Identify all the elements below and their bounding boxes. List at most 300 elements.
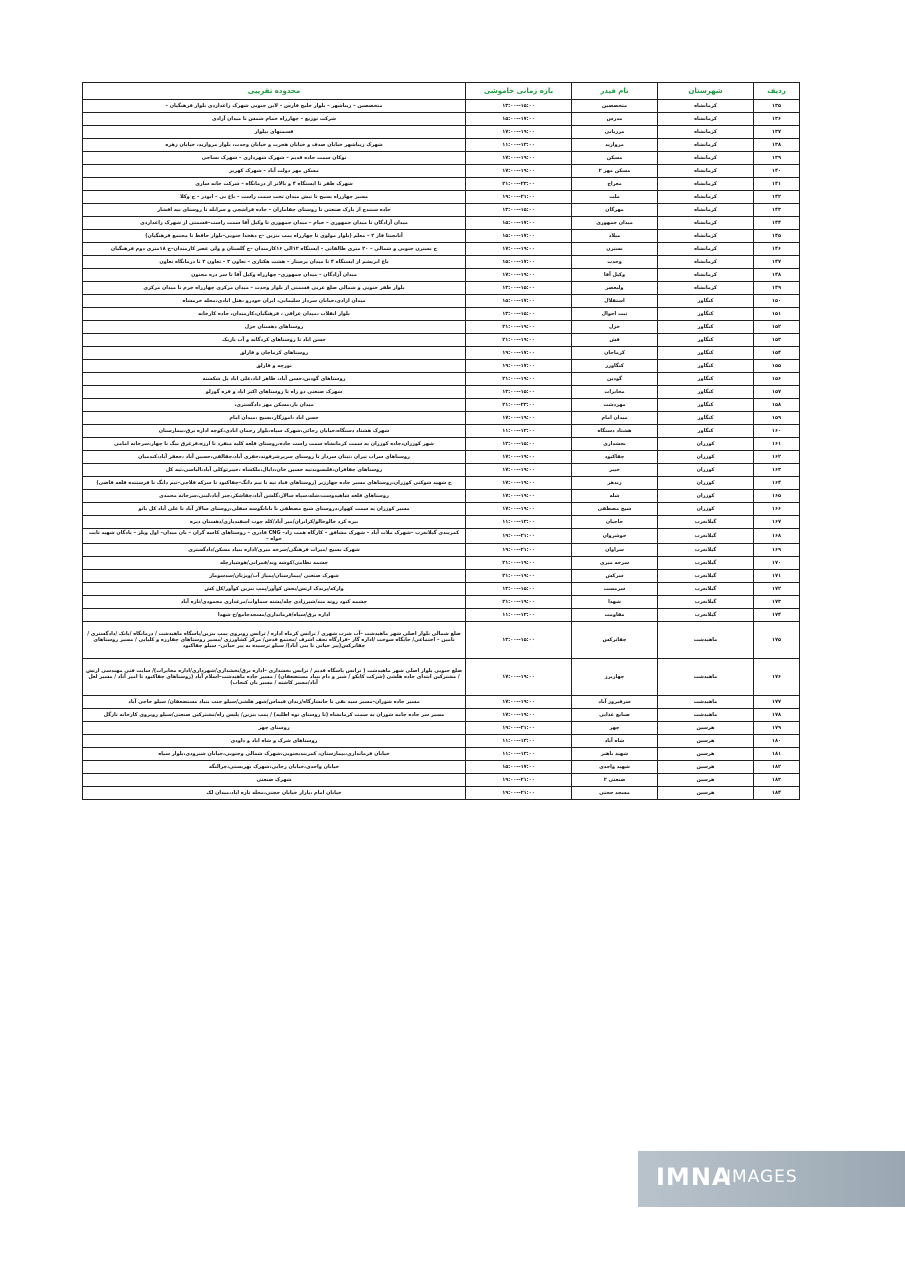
cell-city: کنگاور [658,347,754,360]
cell-feeder: گودین [572,373,658,386]
cell-time: ۱۳:۰۰--۱۱:۰۰ [466,516,572,529]
cell-area: شهرک بسیج /میرات فرهنگی/سرخه میری/اداره بنیاد مسکن/دادگستری [83,544,466,557]
cell-row-number: ۱۴۳ [754,204,800,217]
table-row [83,596,800,609]
cell-feeder: شهدا [572,596,658,609]
cell-row-number: ۱۴۹ [754,282,800,295]
cell-feeder: کرماجان [572,347,658,360]
cell-row-number: ۱۳۶ [754,113,800,126]
cell-time: ۱۹:۰۰--۱۷:۰۰ [466,412,572,425]
cell-feeder: میدان جمهوری [572,217,658,230]
cell-row-number: ۱۶۸ [754,529,800,544]
cell-area: شهر کوزران،جاده کوزران به سمت کرمانشاه سمت راست جاده،روستای قلعه کلیه منفرد تا ارزه،قرغرق بیگ تا چهار،سرخانه امامی [83,438,466,451]
cell-feeder: زندهر [572,477,658,490]
cell-row-number: ۱۸۲ [754,761,800,774]
table-row [83,243,800,256]
cell-feeder: شهید واحدی [572,761,658,774]
cell-time: ۱۹:۰۰--۲۱:۰۰ [466,373,572,386]
cell-row-number: ۱۴۵ [754,230,800,243]
cell-time: ۱۹:۰۰--۱۷:۰۰ [466,243,572,256]
cell-area: خ شهید شوکتی کوزران،روستاهای مسیر جاده چهارزبر (روستاهای قباد تپه تا نیم دانگ–چقاکبود تا سرکه قلاچی–تیم دانگ تا فرستنده قلعه قاضی) [83,477,466,490]
cell-city: هرسین [658,787,754,800]
table-row [83,282,800,295]
cell-area: ضلع شمالی بلوار اصلی شهر ماهیدشت –آب شرب شهری / ترانس کرماه اداره / ترانس روبروی پمپ بنزین/پاسگاه ماهیدشت / درمانگاه /بانک /دادگستری /تامین – اجتماعی/ جایگاه سوخت /اداره گاز –قرارگاه نجف اشرف /مجتمع قدس/ مرکز کشاورزی /مسیر روستاهای چقارزه و کلیایی / مسیر روستاهای چقاترکس(پیر حیاتی تا ینی آباد)/ سیلو نرسیده به پیر حیاتی– سیلو چقاکبود [83,622,466,659]
table-row [83,295,800,308]
table-row [83,178,800,191]
table-row [83,191,800,204]
cell-row-number: ۱۸۰ [754,735,800,748]
table-row [83,217,800,230]
cell-row-number: ۱۶۰ [754,425,800,438]
header-time: بازه زمانی خاموشی [466,83,572,100]
cell-time: ۱۹:۰۰--۱۷:۰۰ [466,503,572,516]
cell-time: ۱۹:۰۰--۲۱:۰۰ [466,596,572,609]
cell-city: کوزران [658,451,754,464]
cell-feeder: میدان امام [572,412,658,425]
header-area: محدوده تقریبی [83,83,466,100]
cell-feeder: استقلال [572,295,658,308]
cell-feeder: فش [572,334,658,347]
cell-feeder: چقاترکس [572,622,658,659]
cell-area: قسمتهای بیلوار [83,126,466,139]
cell-time: ۱۹:۰۰--۱۷:۰۰ [466,696,572,709]
cell-area: چشمه کبود روته مند/شیرزادی چله/پشته سماوات/مرغداری محمودی/تازه آباد [83,596,466,609]
cell-time: ۱۵:۰۰--۱۳:۰۰ [466,438,572,451]
cell-row-number: ۱۷۳ [754,596,800,609]
cell-feeder: شله [572,490,658,503]
table-row [83,659,800,696]
cell-city: کوزران [658,477,754,490]
cell-feeder: ملت [572,191,658,204]
table-row [83,113,800,126]
table-row [83,529,800,544]
cell-area: مسیر کوزران به سمت کهوار،دروستای شیخ مصطفی تا بابانگوسه سفلی،روستای سالار آباد تا علی آباد کل بانو [83,503,466,516]
cell-row-number: ۱۵۵ [754,360,800,373]
cell-city: کوزران [658,490,754,503]
cell-row-number: ۱۶۳ [754,464,800,477]
table-row [83,622,800,659]
cell-area: جاده سنندج از پارک صنعتی تا روستای چقاماران – جاده فراشچی و سرابله تا روستای نیه افشار [83,204,466,217]
cell-city: هرسین [658,761,754,774]
cell-city: هرسین [658,735,754,748]
cell-city: کوزران [658,503,754,516]
cell-time: ۱۳:۰۰--۱۱:۰۰ [466,748,572,761]
cell-row-number: ۱۵۰ [754,295,800,308]
cell-row-number: ۱۶۵ [754,490,800,503]
cell-time: ۱۳:۰۰--۱۱:۰۰ [466,609,572,622]
cell-feeder: سرفیروز آباد [572,696,658,709]
cell-city: کنگاور [658,386,754,399]
table-row [83,386,800,399]
cell-city: ماهیدشت [658,659,754,696]
cell-row-number: ۱۷۴ [754,609,800,622]
watermark-images-label: IMAGES [726,1167,798,1187]
cell-feeder: خیبر [572,464,658,477]
cell-row-number: ۱۷۶ [754,659,800,696]
table-row [83,490,800,503]
cell-city: ماهیدشت [658,696,754,709]
cell-time: ۱۹:۰۰--۱۷:۰۰ [466,126,572,139]
cell-area: باغ ابریشم از ایستگاه ۴ تا میدان پرستار – هشت هکتاری – تعاون ۳ – تعاون ۲ تا درمانگاه تعاون [83,256,466,269]
cell-feeder: مسکن مهر ۲ [572,165,658,178]
cell-feeder: ثبت احوال [572,308,658,321]
cell-area: نورچه و قارلق [83,360,466,373]
cell-row-number: ۱۳۸ [754,139,800,152]
cell-time: ۱۹:۰۰--۱۷:۰۰ [466,152,572,165]
cell-feeder: معراج [572,178,658,191]
cell-feeder: مسکن [572,152,658,165]
cell-time: ۱۵:۰۰--۱۳:۰۰ [466,386,572,399]
table-row [83,347,800,360]
cell-feeder: متخصصین [572,100,658,113]
cell-time: ۱۹:۰۰--۱۷:۰۰ [466,464,572,477]
cell-time: ۱۵:۰۰--۱۳:۰۰ [466,100,572,113]
table-row [83,609,800,622]
cell-area: خ نسترن جنوبی و شمالی – ۲۰ متری طالقانی – ایستگاه ۱۲الی ۱۶کارمندان –خ گلستان و ولی عصر کارمندان–خ ۱۸متری دوم فرهنگیان [83,243,466,256]
cell-area: چشمه نظامی/کوشه وند/قمرانی/هوشیارچله [83,557,466,570]
cell-row-number: ۱۵۳ [754,334,800,347]
table-row [83,256,800,269]
cell-city: کرمانشاه [658,113,754,126]
cell-row-number: ۱۶۲ [754,451,800,464]
cell-row-number: ۱۶۴ [754,477,800,490]
cell-row-number: ۱۳۷ [754,126,800,139]
table-body [83,100,800,800]
cell-row-number: ۱۸۴ [754,787,800,800]
cell-feeder: نسترن [572,243,658,256]
cell-time: ۱۹:۰۰--۱۷:۰۰ [466,709,572,722]
cell-area: خیابان امام ،بازار خیابان حجتی،محله تازه اباد،میدان لک [83,787,466,800]
cell-feeder: مهردشت [572,399,658,412]
cell-feeder: صنعتی ۲ [572,774,658,787]
cell-area: روستای چهر [83,722,466,735]
table-row [83,477,800,490]
table-row [83,360,800,373]
table-row [83,165,800,178]
cell-city: هرسین [658,748,754,761]
cell-row-number: ۱۸۳ [754,774,800,787]
table-row [83,787,800,800]
cell-city: هرسین [658,722,754,735]
cell-area: بلوار ظفر جنوبی و شمالی ضلع غربی قسمتی از بلوار وحدت – میدان مرکزی چهارراه خرم تا میدان مرکزی [83,282,466,295]
outage-schedule-sheet [82,82,799,800]
cell-time: ۱۷:۰۰--۱۵:۰۰ [466,113,572,126]
cell-city: کرمانشاه [658,178,754,191]
table-row [83,722,800,735]
table-row [83,373,800,386]
cell-time: ۱۵:۰۰--۱۳:۰۰ [466,308,572,321]
table-row [83,334,800,347]
cell-area: نوکان سمت جاده قدیم – شهرک شهرداری – شهرک نساجی [83,152,466,165]
table-row [83,735,800,748]
cell-time: ۱۷:۰۰--۱۵:۰۰ [466,256,572,269]
table-row [83,152,800,165]
table-row [83,774,800,787]
header-city: شهرستان [658,83,754,100]
cell-time: ۱۷:۰۰--۱۵:۰۰ [466,295,572,308]
cell-row-number: ۱۴۷ [754,256,800,269]
header-row [83,83,800,100]
cell-time: ۱۹:۰۰--۲۱:۰۰ [466,321,572,334]
cell-feeder: وحدت [572,256,658,269]
cell-time: ۲۱:۰۰--۱۹:۰۰ [466,191,572,204]
cell-city: کرمانشاه [658,100,754,113]
cell-feeder: شیخ مصطفی [572,503,658,516]
cell-time: ۱۳:۰۰--۱۱:۰۰ [466,735,572,748]
cell-area: شرکت توزیع – چهارراه حمام شمس تا میدان آزادی [83,113,466,126]
cell-feeder: مقاومت [572,609,658,622]
cell-feeder: سراوان [572,544,658,557]
cell-time: ۲۳:۰۰--۲۱:۰۰ [466,178,572,191]
cell-area: روستاهای کرماجان و قارلق [83,347,466,360]
header-feeder: نام فیدر [572,83,658,100]
cell-area: اداره برق/سپاه/فرمانداری/مسجدجامع/خ شهدا [83,609,466,622]
header-row-number: ردیف [754,83,800,100]
cell-area: شهرک هشتاد دستگاه،خیابان رجائی،شهرک سپاه،بلوار رحمان ابادی،کوچه اداره برق،بیمارستان [83,425,466,438]
cell-time: ۱۹:۰۰--۲۱:۰۰ [466,570,572,583]
cell-time: ۱۹:۰۰--۱۷:۰۰ [466,451,572,464]
cell-time: ۱۹:۰۰--۲۱:۰۰ [466,334,572,347]
cell-row-number: ۱۴۰ [754,165,800,178]
cell-area: متخصصین – زیباشهر – بلوار خلیج فارس – لاین جنوبی شهرک زاغداردی بلوار فرهنگیان – [83,100,466,113]
cell-row-number: ۱۵۷ [754,386,800,399]
table-row [83,438,800,451]
cell-time: ۱۵:۰۰--۱۳:۰۰ [466,204,572,217]
cell-area: روستاهای قلعه شاهیدوست،شله،سپاه سالار،گلشن آباد،چقاشکر،جبر آباد،لبنی،سرخانه محمدی [83,490,466,503]
cell-city: کرمانشاه [658,204,754,217]
cell-row-number: ۱۶۷ [754,516,800,529]
cell-feeder: هشتاد دستگاه [572,425,658,438]
table-row [83,308,800,321]
cell-city: کنگاور [658,399,754,412]
table-row [83,230,800,243]
cell-feeder: چقاکبود [572,451,658,464]
cell-row-number: ۱۶۱ [754,438,800,451]
cell-feeder: مهرگان [572,204,658,217]
cell-city: هرسین [658,774,754,787]
cell-area: میدان آزادگان – میدان جمهوری– چهارراه وکیل آقا تا سر دره مجنون [83,269,466,282]
cell-row-number: ۱۴۲ [754,191,800,204]
cell-area: شهرک صنعتی /بیمارستان/پمپاژ آب/ویژنان/سدسومار [83,570,466,583]
cell-feeder: مروارید [572,139,658,152]
cell-row-number: ۱۵۸ [754,399,800,412]
cell-area: روستاهای گودین،حسن آباد، ظاهر اباد،علی اباد پل شکسته [83,373,466,386]
cell-area: مسکن مهر دولت آباد – شهرک کهریز [83,165,466,178]
table-row [83,321,800,334]
cell-row-number: ۱۷۸ [754,709,800,722]
cell-row-number: ۱۷۵ [754,622,800,659]
cell-feeder: حاجیان [572,516,658,529]
cell-feeder: خزل [572,321,658,334]
table-row [83,269,800,282]
cell-city: گیلانغرب [658,516,754,529]
cell-city: کرمانشاه [658,282,754,295]
cell-row-number: ۱۵۲ [754,321,800,334]
cell-feeder: سرمست [572,583,658,596]
cell-area: مسیر جاده شوران–مسیر سید نقی تا جانشارگاه/زندان قیماس/شهر هلشی/سیلو جنب بنیاد مستضعفان/ سیلو حاجی آباد [83,696,466,709]
cell-area: میدان بار،مسکن مهر دادگستری، [83,399,466,412]
cell-city: کنگاور [658,373,754,386]
cell-city: کنگاور [658,425,754,438]
cell-time: ۱۹:۰۰--۱۷:۰۰ [466,165,572,178]
cell-city: کرمانشاه [658,139,754,152]
cell-area: میدان ازادی،خیابان سردار سلیمانی، ایران خودرو ،هتل ابادی،محله خرمشاه [83,295,466,308]
cell-area: شهرک صنعتی [83,774,466,787]
cell-feeder: شهید باهنر [572,748,658,761]
table-row [83,583,800,596]
cell-area: آتانجیتا فاز ۲ – معلم (بلوار مولوی تا چهارراه پمپ بنزین –خ دهخدا جنوبی–بلوار حافظ تا مجتمع فرهنگیان) [83,230,466,243]
cell-city: کنگاور [658,295,754,308]
cell-time: ۱۹:۰۰--۲۱:۰۰ [466,557,572,570]
cell-area: شهرک ظفر تا ایستگاه ۴ و بالاتر از درمانگاه – شرکت خانه سازی [83,178,466,191]
cell-feeder: چهر [572,722,658,735]
table-row [83,464,800,477]
table-row [83,696,800,709]
cell-feeder: بخشداری [572,438,658,451]
cell-city: کرمانشاه [658,217,754,230]
cell-time: ۱۵:۰۰--۱۳:۰۰ [466,282,572,295]
cell-row-number: ۱۴۸ [754,269,800,282]
table-row [83,709,800,722]
cell-area: روستاهای چقافران،قلبسوندنیه حسین خان،داپال،ملکشاه ،خیبرتوکلی آباد،الیاسی،تیه کل [83,464,466,477]
cell-time: ۲۱:۰۰--۱۹:۰۰ [466,774,572,787]
cell-city: گیلانغرب [658,596,754,609]
cell-feeder: میلاد [572,230,658,243]
cell-city: گیلانغرب [658,583,754,596]
cell-row-number: ۱۷۷ [754,696,800,709]
cell-city: کرمانشاه [658,126,754,139]
cell-time: ۲۱:۰۰--۱۹:۰۰ [466,722,572,735]
cell-area: وارکه/پرندک ارتش/بخش کوآور/پمپ بنزین کوآور/کل کش [83,583,466,596]
cell-city: کرمانشاه [658,256,754,269]
cell-time: ۱۵:۰۰--۱۳:۰۰ [466,622,572,659]
cell-row-number: ۱۶۹ [754,544,800,557]
cell-city: کوزران [658,438,754,451]
cell-time: ۱۷:۰۰--۱۵:۰۰ [466,761,572,774]
cell-city: کنگاور [658,360,754,373]
cell-row-number: ۱۴۴ [754,217,800,230]
cell-time: ۱۵:۰۰--۱۳:۰۰ [466,583,572,596]
cell-city: کرمانشاه [658,191,754,204]
cell-city: کرمانشاه [658,269,754,282]
imna-watermark [638,1151,905,1207]
table-row [83,544,800,557]
cell-feeder: خوشروان [572,529,658,544]
cell-area: کمربندی گیلانغرب –شهرک ملات آباد – شهرک مشافق – کارگاه همت زاد– CNG قادری – روستاهای کاسه گران – بان میدان– اول ویلز – پادگان شهید ثابت خواه – [83,529,466,544]
cell-feeder: چهاربرز [572,659,658,696]
table-row [83,100,800,113]
outage-table [82,82,800,800]
cell-time: ۱۹:۰۰--۱۷:۰۰ [466,269,572,282]
cell-city: کرمانشاه [658,230,754,243]
cell-area: میدان آزادگان تا میدان جمهوری – خیام – میدان جمهوری تا وکیل آقا سمت راست–قسمتی از شهرک زاغداردی [83,217,466,230]
cell-city: گیلانغرب [658,544,754,557]
table-row [83,399,800,412]
cell-time: ۱۹:۰۰--۱۷:۰۰ [466,490,572,503]
cell-row-number: ۱۷۰ [754,557,800,570]
cell-area: ضلع جنوبی بلوار اصلی شهر ماهیدشت ( ترانس پاسگاه قدیم / ترانس بخشداری –اداره برق/بخشداری/شهرداری/اداره مخابرات)/ سایت فنی مهندسی ارتش / مشترکین ابتدای جاده هلشی (شرکت کابکو / شیر و دام بنیاد مستضعفان) / مسیر جاده ماهیدشت–اسلام آباد (روستاهای چقاکبود تا امیر آباد / مسیر لعل آباد/مسیر کاشته / مسیر بان کنجاب) [83,659,466,696]
cell-row-number: ۱۵۱ [754,308,800,321]
table-row [83,570,800,583]
cell-feeder: سرخه میری [572,557,658,570]
cell-row-number: ۱۸۱ [754,748,800,761]
cell-area: روستاهای سراب تیران ،تیتان سردار تا روستای سرپرشرفوند،خفری آباد،چقالفی،حسین آباد ،جعفر آباد،کندمیان [83,451,466,464]
cell-time: ۱۷:۰۰--۱۹:۰۰ [466,347,572,360]
cell-feeder: مخابرات [572,386,658,399]
table-row [83,503,800,516]
cell-row-number: ۱۳۹ [754,152,800,165]
cell-area: بیره کرد خالوخالو/کرانران/میر آباد/کله چوب اسفندیاری/دهستان دیره [83,516,466,529]
cell-area: خیابان واحدی،خیابان رجایی،شهرک بهزیستی،چرالنگه [83,761,466,774]
table-row [83,425,800,438]
cell-time: ۲۱:۰۰--۱۹:۰۰ [466,544,572,557]
cell-feeder: صنایع غذایی [572,709,658,722]
cell-time: ۲۱:۰۰--۱۹:۰۰ [466,787,572,800]
cell-time: ۱۷:۰۰--۱۹:۰۰ [466,360,572,373]
cell-time: ۲۳:۰۰--۲۱:۰۰ [466,399,572,412]
table-row [83,204,800,217]
cell-feeder: کنگاورز [572,360,658,373]
cell-time: ۱۹:۰۰--۱۷:۰۰ [466,659,572,696]
cell-row-number: ۱۵۴ [754,347,800,360]
cell-area: خیابان فرمانداری،بیمارستان، کمربندیجنوبی،شهرک شمالی وجنوبی،خیابان شیرودی،بلوار سپاه [83,748,466,761]
cell-city: کنگاور [658,334,754,347]
cell-area: شهرک صنعتی دو راه تا روستاهای اکبر اباد و قره گوزلو [83,386,466,399]
cell-time: ۱۷:۰۰--۱۵:۰۰ [466,230,572,243]
cell-area: حسن اباد تا روستاهای کردگانه و آب باریک [83,334,466,347]
cell-city: گیلانغرب [658,529,754,544]
table-row [83,761,800,774]
cell-city: گیلانغرب [658,557,754,570]
cell-city: ماهیدشت [658,709,754,722]
cell-feeder: شاه آباد [572,735,658,748]
cell-row-number: ۱۴۶ [754,243,800,256]
cell-city: کوزران [658,464,754,477]
table-row [83,412,800,425]
table-row [83,516,800,529]
cell-area: حسن اباد ،اموزگار،بسیج ،میدان امام [83,412,466,425]
cell-city: ماهیدشت [658,622,754,659]
cell-area: بلوار انقلاب ،میدان عراقی ، فرهنگیان،کارمندان، جاده کارخانه [83,308,466,321]
cell-row-number: ۱۷۱ [754,570,800,583]
cell-city: کنگاور [658,412,754,425]
cell-row-number: ۱۴۱ [754,178,800,191]
cell-city: کنگاور [658,321,754,334]
cell-time: ۱۷:۰۰--۱۵:۰۰ [466,217,572,230]
cell-feeder: مدرس [572,113,658,126]
cell-feeder: وکیل آقا [572,269,658,282]
cell-row-number: ۱۳۵ [754,100,800,113]
cell-feeder: مسجد حجتی [572,787,658,800]
cell-area: مسیر چهارراه بسیج تا نبش میدان تخت سمت راست – باغ نی – ابوذر – ج وکلا [83,191,466,204]
cell-city: کرمانشاه [658,165,754,178]
cell-time: ۱۹:۰۰--۱۷:۰۰ [466,477,572,490]
table-row [83,139,800,152]
cell-time: ۱۳:۰۰--۱۱:۰۰ [466,425,572,438]
cell-time: ۱۳:۰۰--۱۱:۰۰ [466,139,572,152]
cell-feeder: سرکش [572,570,658,583]
table-row [83,557,800,570]
table-row [83,451,800,464]
cell-row-number: ۱۵۹ [754,412,800,425]
cell-city: کرمانشاه [658,152,754,165]
cell-city: گیلانغرب [658,570,754,583]
cell-row-number: ۱۵۶ [754,373,800,386]
cell-row-number: ۱۷۹ [754,722,800,735]
cell-feeder: مرزبانی [572,126,658,139]
cell-city: کرمانشاه [658,243,754,256]
cell-area: روستاهای شرک و شاه اباد و داودی [83,735,466,748]
